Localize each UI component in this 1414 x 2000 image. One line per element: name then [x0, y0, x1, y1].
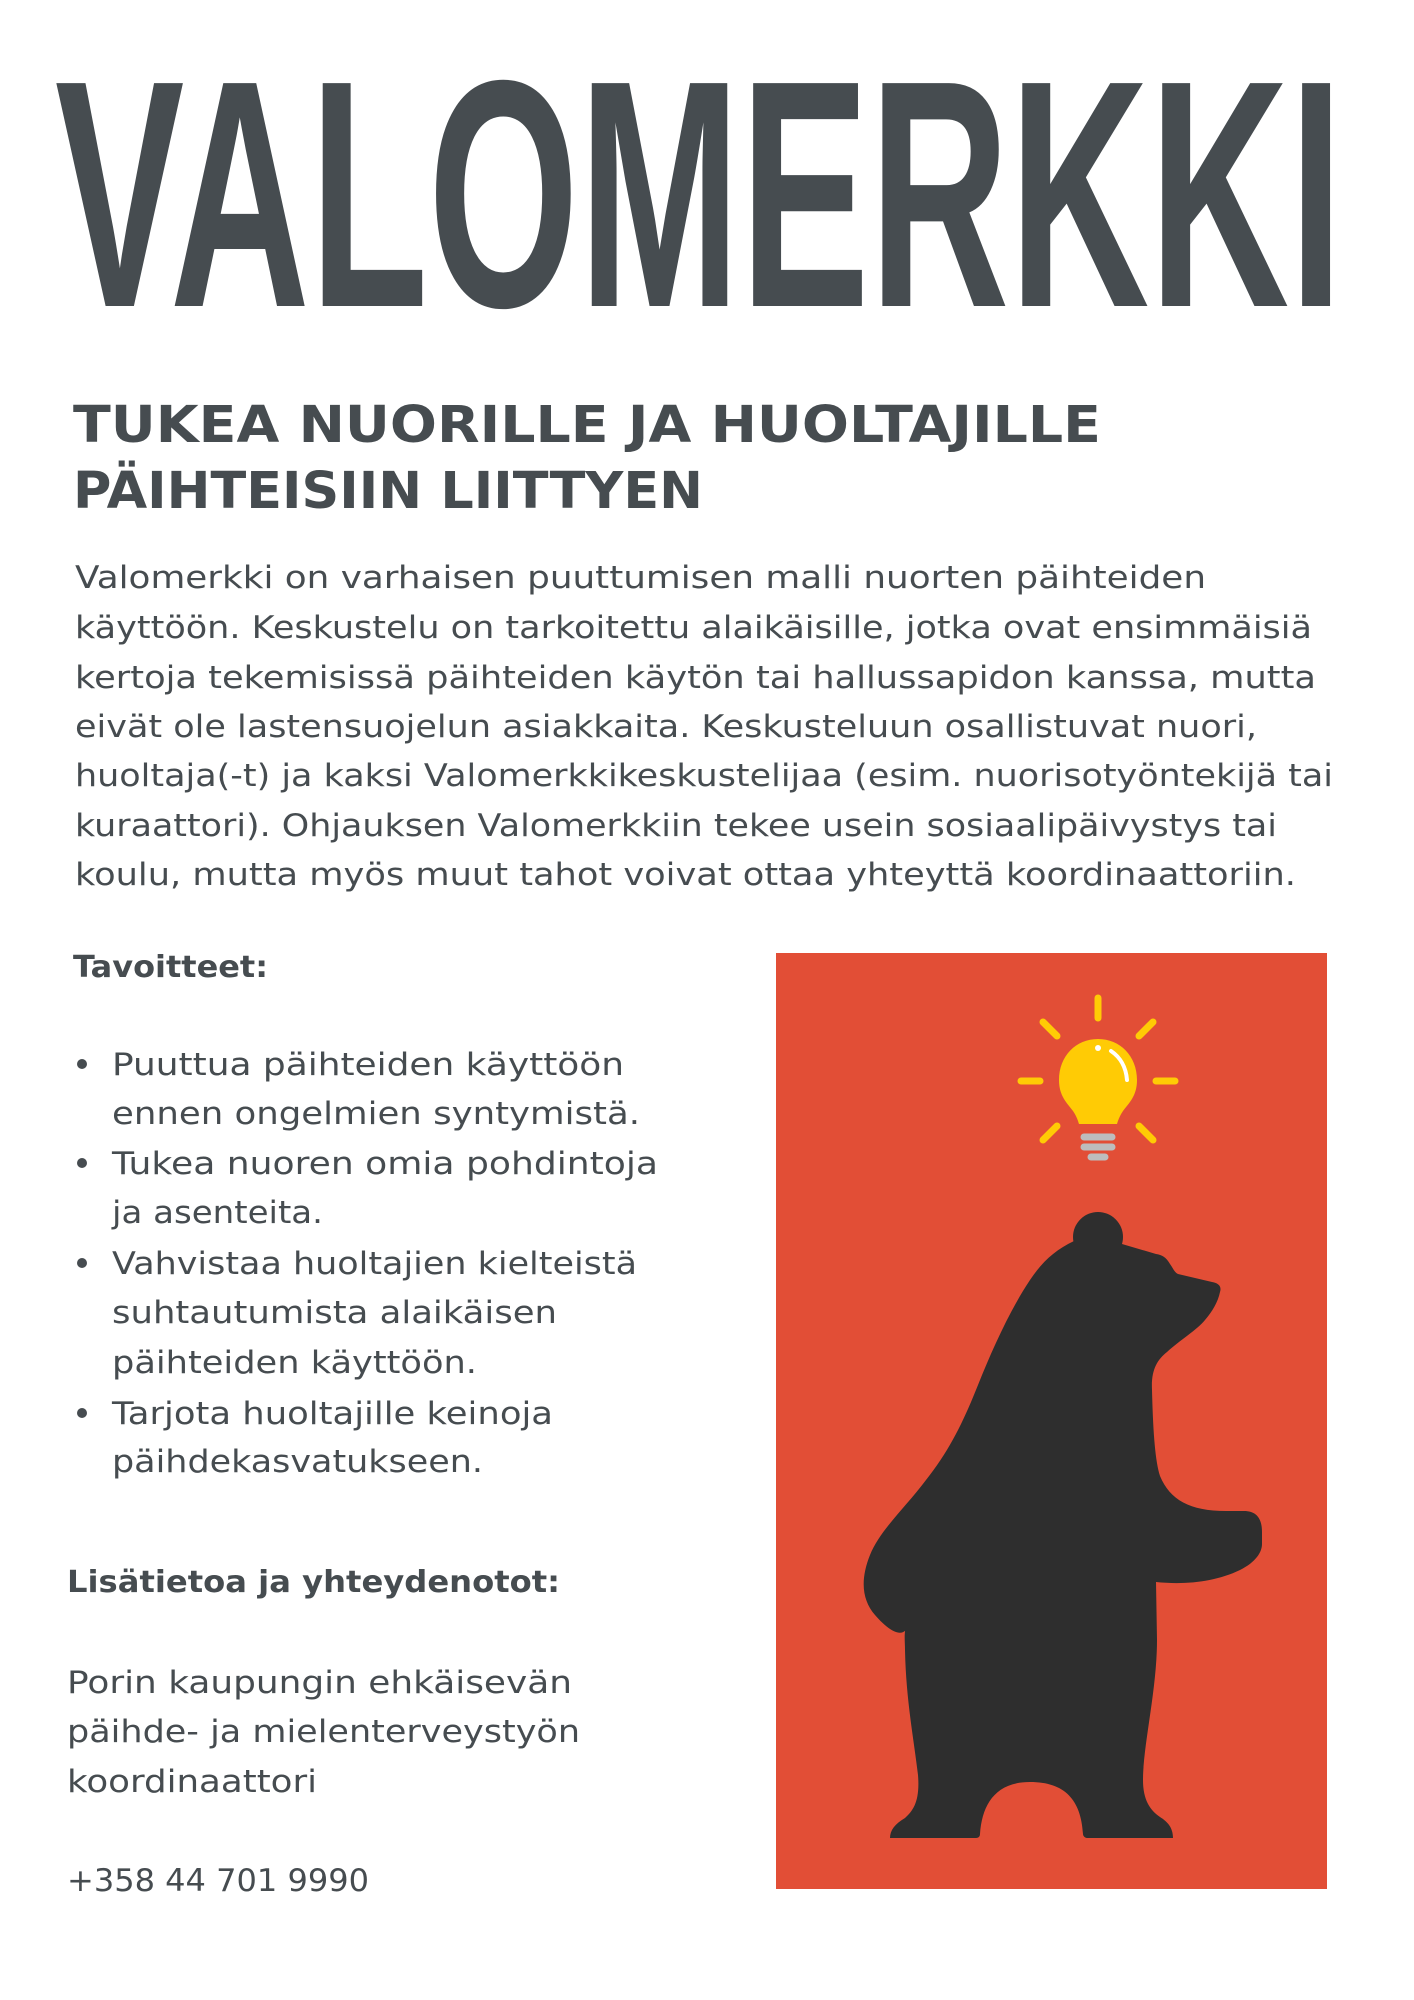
contact-org-line: koordinaattori	[67, 1764, 317, 1800]
goal-line: ennen ongelmien syntymistä.	[112, 1096, 640, 1132]
goal-item	[77, 1047, 640, 1132]
goal-line: Puuttua päihteiden käyttöön	[112, 1047, 624, 1083]
goal-item	[77, 1246, 637, 1381]
goal-line: suhtautumista alaikäisen	[112, 1295, 557, 1331]
bullet-icon	[77, 1059, 87, 1069]
contact-org-line: päihde- ja mielenterveystyön	[67, 1714, 580, 1750]
goal-line: Tukea nuoren omia pohdintoja	[110, 1146, 658, 1182]
intro-line: käyttöön. Keskustelu on tarkoitettu alaikäisille, jotka ovat ensimmäisiä	[75, 610, 1312, 646]
contact-phone[interactable]: +358 44 701 9990	[67, 1863, 369, 1899]
intro-line: huoltaja(-t) ja kaksi Valomerkkikeskustelijaa (esim. nuorisotyöntekijä tai	[75, 758, 1333, 794]
bullet-icon	[77, 1258, 87, 1268]
intro-line: kertoja tekemisissä päihteiden käytön tai hallussapidon kanssa, mutta	[75, 660, 1316, 696]
intro-line: koulu, mutta myös muut tahot voivat ottaa yhteyttä koordinaattoriin.	[75, 857, 1296, 893]
flyer-title: VALOMERKKI	[55, 13, 1343, 376]
goal-line: ja asenteita.	[110, 1195, 323, 1231]
goal-item	[77, 1396, 553, 1480]
bulb-highlight-icon	[1095, 1045, 1101, 1051]
goal-line: Tarjota huoltajille keinoja	[110, 1396, 553, 1432]
intro-line: kuraattori). Ohjauksen Valomerkkiin tekee usein sosiaalipäivystys tai	[75, 808, 1277, 844]
goal-line: päihteiden käyttöön.	[112, 1345, 477, 1381]
contact-organization	[67, 1665, 580, 1800]
subtitle-line-2: PÄIHTEISIIN LIITTYEN	[73, 462, 687, 521]
illustration-panel	[776, 953, 1327, 1889]
intro-line: eivät ole lastensuojelun asiakkaita. Keskusteluun osallistuvat nuori,	[75, 709, 1257, 745]
contact-heading: Lisätietoa ja yhteydenotot:	[67, 1565, 560, 1600]
goal-item	[77, 1146, 658, 1231]
goals-list	[77, 1047, 658, 1480]
goal-line: päihdekasvatukseen.	[112, 1444, 484, 1480]
intro-line: Valomerkki on varhaisen puuttumisen malli nuorten päihteiden	[75, 560, 1206, 596]
bullet-icon	[77, 1408, 87, 1418]
intro-paragraph	[75, 560, 1333, 893]
subtitle-line-1: TUKEA NUORILLE JA HUOLTAJILLE	[73, 396, 1101, 455]
contact-org-line: Porin kaupungin ehkäisevän	[67, 1665, 572, 1701]
goals-heading: Tavoitteet:	[73, 950, 268, 985]
goal-line: Vahvistaa huoltajien kielteistä	[112, 1246, 637, 1282]
bullet-icon	[77, 1158, 87, 1168]
